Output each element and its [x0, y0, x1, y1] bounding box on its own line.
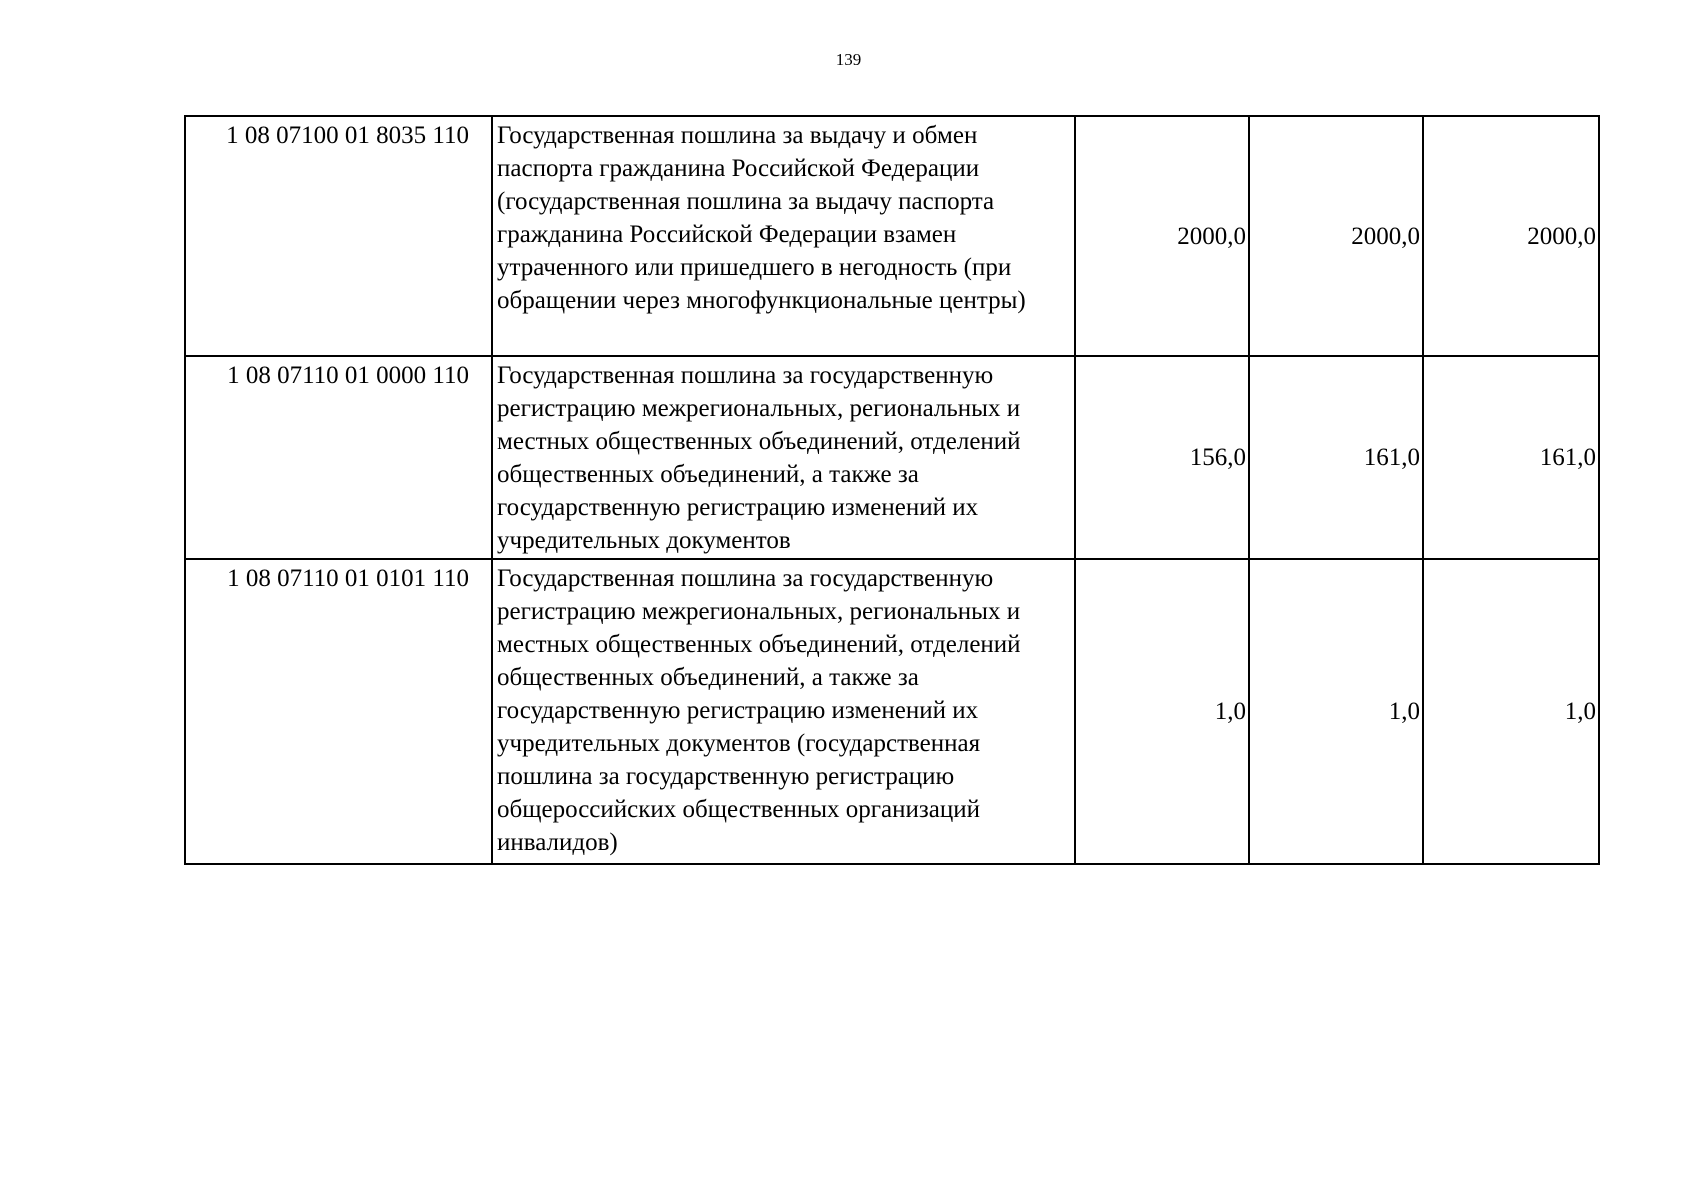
value-cell-year-3: 1,0 — [1423, 559, 1599, 864]
value-cell-year-2: 161,0 — [1249, 356, 1423, 559]
budget-code-cell: 1 08 07100 01 8035 110 — [185, 116, 492, 356]
table-row — [185, 559, 1599, 864]
description-cell: Государственная пошлина за государственную регистрацию межрегиональных, региональных и местных общественных объединений, отделений общественных объединений, а также за государственную регистрацию изменений их учредительных документов (государственная пошлина за государственную регистрацию общероссийских общественных организаций инвалидов) — [492, 559, 1075, 864]
value-cell-year-3: 2000,0 — [1423, 116, 1599, 356]
description-cell: Государственная пошлина за государственную регистрацию межрегиональных, региональных и местных общественных объединений, отделений общественных объединений, а также за государственную регистрацию изменений их учредительных документов — [492, 356, 1075, 559]
budget-code-cell: 1 08 07110 01 0101 110 — [185, 559, 492, 864]
table-row — [185, 356, 1599, 559]
value-cell-year-1: 156,0 — [1075, 356, 1249, 559]
value-cell-year-2: 2000,0 — [1249, 116, 1423, 356]
description-cell: Государственная пошлина за выдачу и обмен паспорта гражданина Российской Федерации (государственная пошлина за выдачу паспорта гражданина Российской Федерации взамен утраченного или пришедшего в негодность (при обращении через многофункциональные центры) — [492, 116, 1075, 356]
revenue-table — [184, 115, 1600, 865]
value-cell-year-1: 2000,0 — [1075, 116, 1249, 356]
page-number: 139 — [835, 50, 862, 69]
table-row — [185, 116, 1599, 356]
value-cell-year-3: 161,0 — [1423, 356, 1599, 559]
value-cell-year-1: 1,0 — [1075, 559, 1249, 864]
value-cell-year-2: 1,0 — [1249, 559, 1423, 864]
budget-code-cell: 1 08 07110 01 0000 110 — [185, 356, 492, 559]
